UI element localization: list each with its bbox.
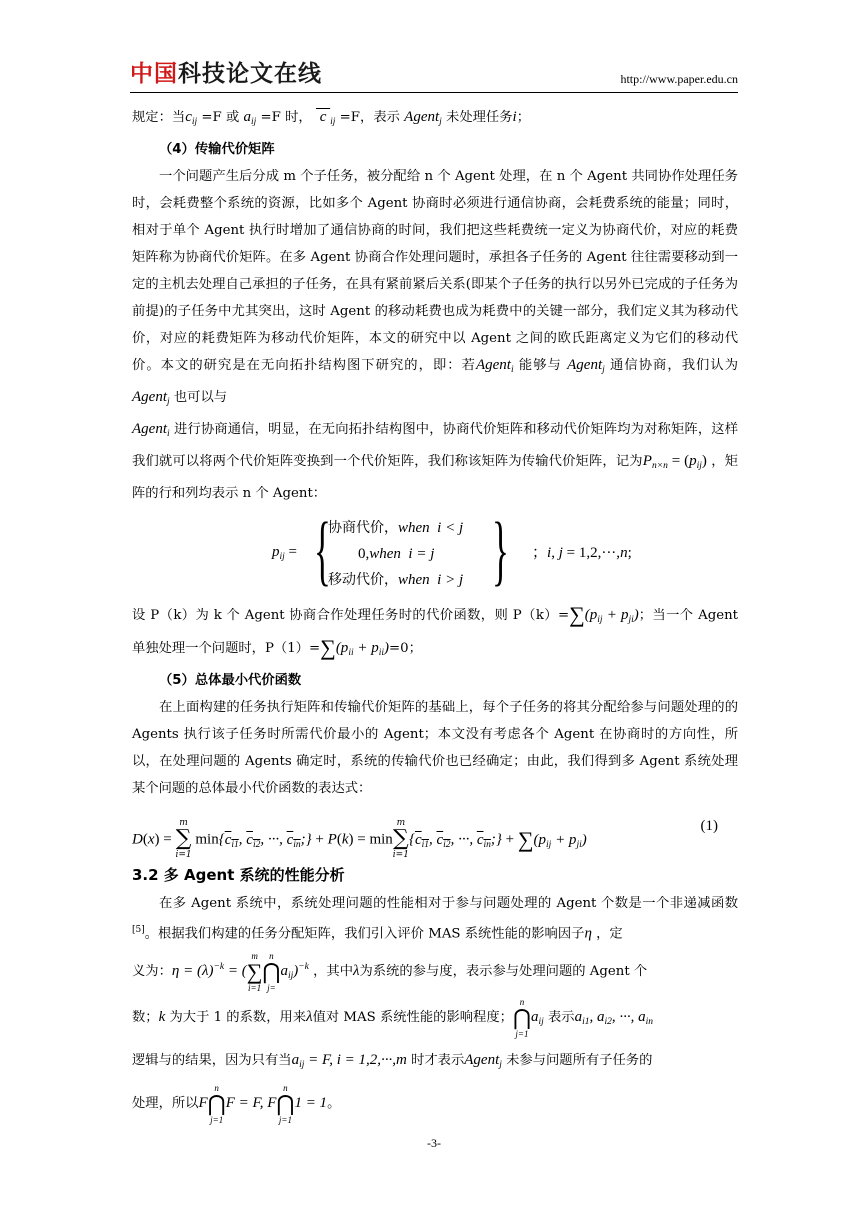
cost-matrix-definition: $p_{ij}$ = { 协商代价，when i < j 0,when i = j 移动代价，when i > j } ；i, j = 1,2,···,n; xyxy=(272,506,632,593)
body-text xyxy=(132,104,738,1125)
page-header xyxy=(130,60,738,90)
section-4-paragraph-2: Agent$_i$ 进行协商通信，明显，在无向拓扑结构图中，协商代价矩阵和移动代价矩阵均为对称矩阵，这样我们就可以将两个代价矩阵变换到一个代价矩阵，我们称该矩阵为传输代价矩阵，记为$P_{n\times n} = (p_{ij})$ ，矩阵的行和列均表示 n 个 Agent： xyxy=(132,421,739,501)
header-url[interactable]: http://www.paper.edu.cn xyxy=(620,72,738,86)
section-4-heading: （4）传输代价矩阵 xyxy=(159,142,275,157)
rule-paragraph: 规定：当$c_{ij} =F$ 或 $a_{ij} =F$ 时， c $_{ij}$ =F，表示 Agent$_j$ 未处理任务i； xyxy=(132,109,530,127)
section-3-2-heading: 3.2 多 Agent 系统的性能分析 xyxy=(132,866,345,884)
logo-text-dark: 科技论文在线 xyxy=(178,61,322,87)
section-3-2-paragraph-1: 在多 Agent 系统中，系统处理问题的性能相对于参与问题处理的 Agent 个数是一个非递减函数[5]。根据我们构建的任务分配矩阵，我们引入评价 MAS 系统性能的影响因子η ，定 xyxy=(132,896,738,942)
pk-paragraph: 设 P（k）为 k 个 Agent 协商合作处理任务时的代价函数，则 $P(k)=\sum(p_{ij} + p_{ji})$；当一个 Agent 单独处理一个问题时，$P(1)=\sum(p_{ii} + p_{ii})=0$； xyxy=(132,602,738,660)
section-5-paragraph: 在上面构建的任务执行矩阵和传输代价矩阵的基础上，每个子任务的将其分配给参与问题处理的的 Agents 执行该子任务时所需代价最小的 Agent；本文没有考虑各个 Agent 在协商时的方向性，所以，在处理问题的 Agents 确定时，系统的传输代价也已经确定；由此，我们得到多 Agent 系统处理某个问题的总体最小代价函数的表达式： xyxy=(132,700,738,796)
citation-ref[interactable]: [5] xyxy=(132,925,145,935)
page-number: -3- xyxy=(427,1136,441,1150)
section-3-2-paragraph-2: 义为：$\eta = (\lambda)^{-k}$ = ( m ∑ i=1 n ⋂ j= $a_{ij})^{-k}$ ，其中λ为系统的参与度，表示参与处理问题的 Agent 个 xyxy=(132,950,648,993)
section-5-heading: （5）总体最小代价函数 xyxy=(159,673,302,688)
logo-text-red: 中国 xyxy=(130,61,178,87)
journal-logo xyxy=(130,60,322,88)
section-3-2-paragraph-3: 数；k 为大于 1 的系数，用来λ值对 MAS 系统性能的影响程度； n ⋂ j=1 $a_{ij}$ 表示$a_{i1}$, $a_{i2}$, ···, $a_{in}$ xyxy=(132,996,654,1039)
header-rule xyxy=(130,92,738,93)
section-4-paragraph-1: 一个问题产生后分成 m 个子任务，被分配给 n 个 Agent 处理，在 n 个 Agent 共同协作处理任务时，会耗费整个系统的资源，比如多个 Agent 协商时必须进行通信协商，会耗费系统的能量；同时，相对于单个 Agent 执行时增加了通信协商的时间，我们把这些耗费统一定义为协商代价，对应的耗费矩阵称为协商代价矩阵。在多 Agent 协商合作处理问题时，承担各子任务的 Agent 往往需要移动到一定的主机去处理自己承担的子任务，在具有紧前紧后关系(即某个子任务的执行以另外已完成的子任务为前提)的子任务中尤其突出，这时 Agent 的移动耗费也成为耗费中的关键一部分，我们定义其为移动代价，对应的耗费矩阵为移动代价矩阵，本文的研究中以 Agent 之间的欧氏距离定义为它们的移动代价。本文的研究是在无向拓扑结构图下研究的，即：若Agent$_i$ 能够与 Agent$_j$ 通信协商，我们认为 Agent$_j$ 也可以与 xyxy=(132,169,738,407)
section-3-2-paragraph-5: 处理，所以F n ⋂ j=1 F = F, F n ⋂ j=1 1 = 1。 xyxy=(132,1082,341,1125)
equation-number: (1) xyxy=(700,818,718,834)
equation-1: D(x) = m ∑ i=1 $\min\{c_{i1}$, $c_{i2}$, ···, $c_{in};\} + P(k) = \min$ m ∑ i=1 {$c_{i1}$, $c_{i2}$, ···, $c_{in};\} + \sum(p_{ij} + p_{ji})$ (1) xyxy=(132,818,718,860)
section-3-2-paragraph-4: 逻辑与的结果，因为只有当$a_{ij} = F$, i = 1,2,···,m 时才表示Agent$_j$ 未参与问题所有子任务的 xyxy=(132,1052,653,1071)
